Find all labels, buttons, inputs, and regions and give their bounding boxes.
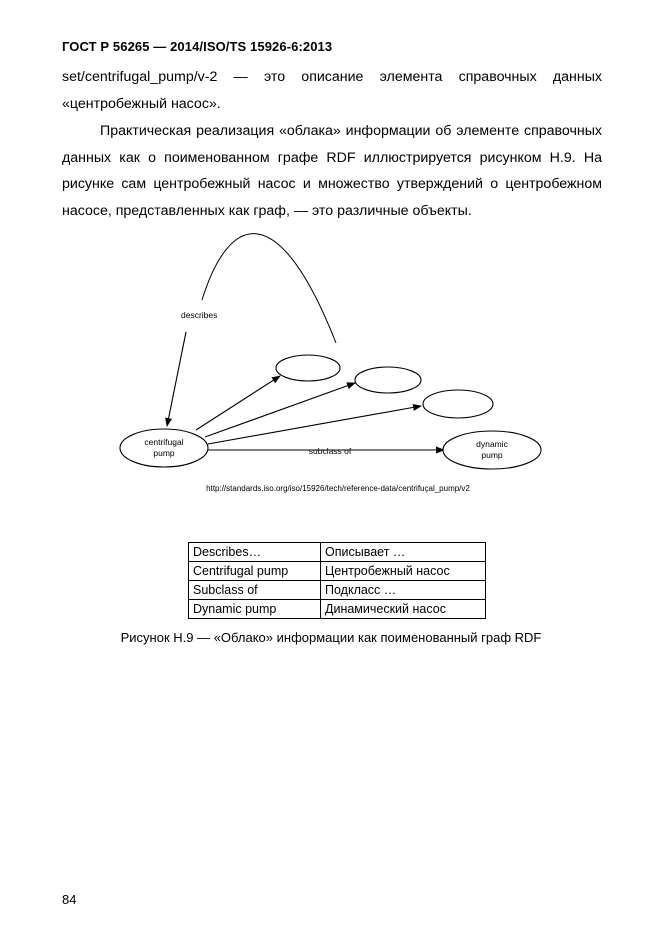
statement-node-3 — [423, 390, 493, 418]
legend-en-cell: Subclass of — [189, 581, 321, 600]
centrifugal-pump-label-line1: centrifugal — [144, 437, 184, 447]
table-row — [189, 562, 486, 581]
subclass-of-label: subclass of — [308, 446, 352, 456]
paragraph-2: Практическая реализация «облака» информации об элементе справочных данных как о поименованном графе RDF иллюстрируется рисунком H.9. На рисунке сам центробежный насос и множество утверждений о центробежном насосе, представленных как граф, — это различные объекты. — [62, 123, 602, 219]
legend-ru-cell: Описывает … — [321, 543, 486, 562]
table-row — [189, 543, 486, 562]
legend-en-cell: Dynamic pump — [189, 600, 321, 619]
graph-url: http://standards.iso.org/iso/15926/tech/reference-data/centrifuçal_pump/v2 — [206, 484, 470, 493]
paragraph-1: set/centrifugal_pump/v-2 — это описание элемента справочных данных «центробежный насос». — [62, 69, 602, 112]
page-number: 84 — [62, 892, 77, 907]
dynamic-pump-label-line1: dynamic — [476, 439, 508, 449]
edge-to-statement-1 — [196, 376, 280, 430]
legend-en-cell: Describes… — [189, 543, 321, 562]
statement-node-2 — [355, 367, 421, 393]
centrifugal-pump-label-line2: pump — [153, 448, 175, 458]
describes-arc — [202, 234, 336, 343]
figure-caption: Рисунок H.9 — «Облако» информации как поименованный граф RDF — [120, 630, 542, 645]
document-header: ГОСТ Р 56265 — 2014/ISO/TS 15926-6:2013 — [62, 39, 333, 54]
describes-arrow — [167, 332, 186, 426]
dynamic-pump-label-line2: pump — [481, 450, 503, 460]
legend-table — [188, 542, 486, 619]
table-row — [189, 581, 486, 600]
statement-node-1 — [276, 355, 340, 381]
table-row — [189, 600, 486, 619]
describes-label: describes — [181, 310, 218, 320]
legend-ru-cell: Подкласс … — [321, 581, 486, 600]
legend-en-cell: Centrifugal pump — [189, 562, 321, 581]
legend-ru-cell: Центробежный насос — [321, 562, 486, 581]
legend-ru-cell: Динамический насос — [321, 600, 486, 619]
